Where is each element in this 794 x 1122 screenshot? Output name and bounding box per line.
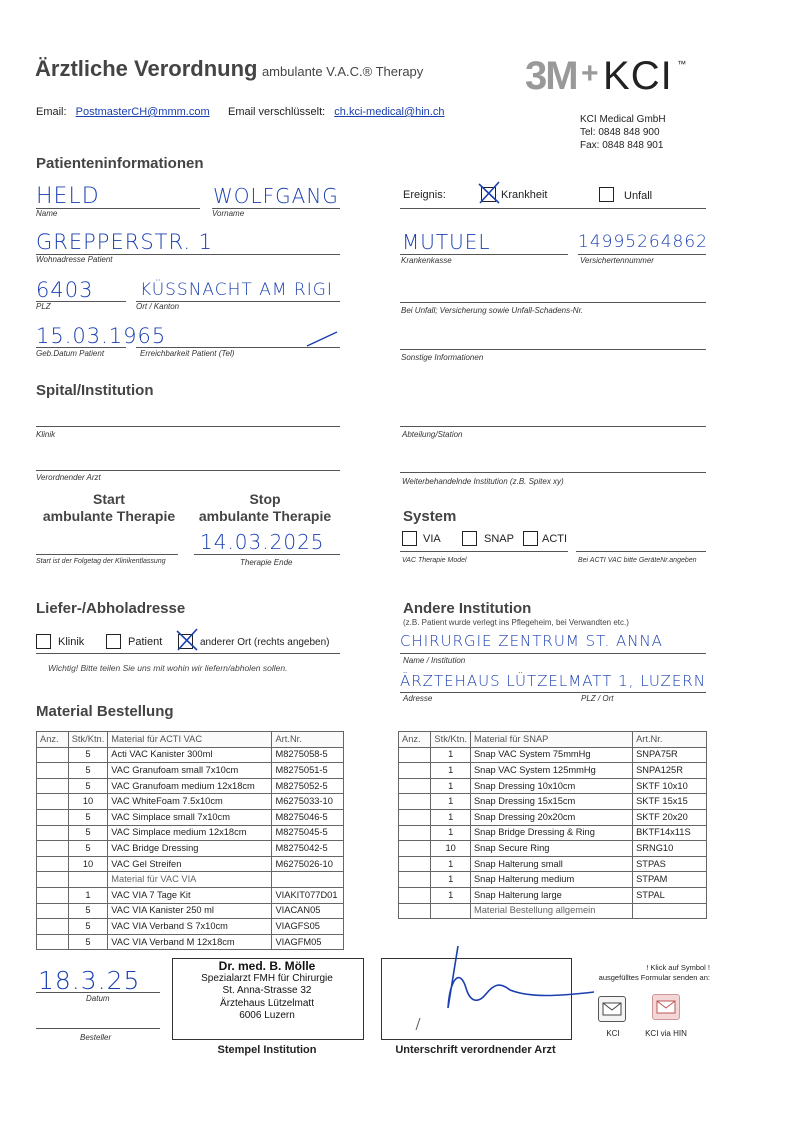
quantity-input-cell[interactable] <box>37 794 69 810</box>
table-row <box>37 763 344 779</box>
table-cell: VAC VIA Verband M 12x18cm <box>108 934 272 950</box>
ereignis-label: Ereignis: <box>403 189 446 201</box>
table-cell: Snap VAC System 75mmHg <box>470 747 632 763</box>
table-cell: M8275051-5 <box>272 763 344 779</box>
adresse-label: Adresse <box>403 694 433 703</box>
patient-section-title: Patienteninformationen <box>36 155 204 172</box>
logo-3m: 3M <box>525 54 577 98</box>
institution-label: Name / Institution <box>403 656 466 665</box>
table-cell: 5 <box>68 903 108 919</box>
table-cell: 10 <box>68 856 108 872</box>
table-cell: 5 <box>68 763 108 779</box>
stempel-label: Stempel Institution <box>217 1044 317 1056</box>
quantity-input-cell[interactable] <box>399 841 431 857</box>
end-label: Therapie Ende <box>240 558 293 567</box>
table-cell: M8275046-5 <box>272 809 344 825</box>
table-row <box>399 872 707 888</box>
table-cell: 10 <box>431 841 471 857</box>
table-row <box>37 794 344 810</box>
table-cell: Snap Halterung medium <box>470 872 632 888</box>
table-row <box>399 809 707 825</box>
unfall-label: Unfall <box>624 190 653 202</box>
table-header-cell: Anz. <box>37 732 69 748</box>
company-tel: Tel: 0848 848 900 <box>580 127 660 138</box>
quantity-input-cell[interactable] <box>37 872 69 888</box>
quantity-input-cell[interactable] <box>399 763 431 779</box>
stamp-line: St. Anna-Strasse 32 <box>222 985 312 996</box>
table-cell: BKTF14x11S <box>633 825 707 841</box>
tel-label: Erreichbarkeit Patient (Tel) <box>140 349 235 358</box>
table-cell: 1 <box>431 747 471 763</box>
table-row <box>399 887 707 903</box>
tel-strike-mark <box>305 330 339 348</box>
table-cell: SKTF 10x10 <box>633 778 707 794</box>
quantity-input-cell[interactable] <box>399 747 431 763</box>
table-cell: Snap VAC System 125mmHg <box>470 763 632 779</box>
table-row <box>399 747 707 763</box>
table-cell: VIAGFS05 <box>272 919 344 935</box>
quantity-input-cell[interactable] <box>399 825 431 841</box>
table-cell: M8275045-5 <box>272 825 344 841</box>
table-row <box>37 809 344 825</box>
liefer-patient-checkbox[interactable] <box>106 634 121 649</box>
brand-logo <box>525 54 686 99</box>
table-cell <box>272 872 344 888</box>
stamp-line: 6006 Luzern <box>239 1010 295 1021</box>
logo-kci: KCI <box>603 54 673 98</box>
table-row <box>37 934 344 950</box>
signature-label: Unterschrift verordnender Arzt <box>395 1044 556 1056</box>
stop-line2: ambulante Therapie <box>198 508 332 524</box>
table-cell: 1 <box>431 872 471 888</box>
table-cell: 1 <box>431 887 471 903</box>
table-row <box>399 778 707 794</box>
table-cell <box>68 872 108 888</box>
stamp-line: Spezialarzt FMH für Chirurgie <box>201 972 333 984</box>
quantity-input-cell[interactable] <box>37 778 69 794</box>
table-cell: 5 <box>68 809 108 825</box>
quantity-input-cell[interactable] <box>399 856 431 872</box>
institution-stamp <box>172 960 362 1023</box>
adresse-value[interactable]: ÄRZTEHAUS LÜTZELMATT 1, LUZERN <box>400 672 706 690</box>
dob-value[interactable]: 15.03.1965 <box>36 324 167 348</box>
table-cell: 1 <box>431 856 471 872</box>
table-cell: 5 <box>68 825 108 841</box>
company-fax: Fax: 0848 848 901 <box>580 140 664 151</box>
start-line2: ambulante Therapie <box>42 508 176 524</box>
table-row <box>399 794 707 810</box>
quantity-input-cell[interactable] <box>37 934 69 950</box>
table-row <box>399 841 707 857</box>
table-cell: 1 <box>431 825 471 841</box>
liefer-anderer-label: anderer Ort (rechts angeben) <box>200 637 330 648</box>
unfall-insurance-label: Bei Unfall; Versicherung sowie Unfall-Schadens-Nr. <box>401 306 584 315</box>
table-cell: 5 <box>68 919 108 935</box>
quantity-input-cell[interactable] <box>37 825 69 841</box>
table-cell: STPAL <box>633 887 707 903</box>
table-row <box>399 856 707 872</box>
table-cell: 1 <box>431 763 471 779</box>
email-enc-link[interactable]: ch.kci-medical@hin.ch <box>334 106 445 118</box>
liefer-patient-label: Patient <box>128 636 163 648</box>
kci-send-label: KCI <box>606 1029 620 1038</box>
table-cell: 1 <box>431 794 471 810</box>
stamp-line: Ärztehaus Lützelmatt <box>220 997 314 1009</box>
patient-name-value[interactable]: HELD <box>36 184 100 209</box>
acti-label: ACTI <box>542 533 568 545</box>
material-section-title: Material Bestellung <box>36 703 174 720</box>
address-label: Wohnadresse Patient <box>36 255 113 264</box>
table-row <box>37 919 344 935</box>
quantity-input-cell[interactable] <box>37 809 69 825</box>
table-cell: 5 <box>68 934 108 950</box>
snap-material-table <box>398 731 707 919</box>
acti-material-table <box>36 731 344 950</box>
send-kci-envelope-icon[interactable] <box>598 996 626 1022</box>
table-cell: VAC Granufoam medium 12x18cm <box>108 778 272 794</box>
krankheit-label: Krankheit <box>501 189 548 201</box>
table-cell <box>431 903 471 919</box>
table-cell: 1 <box>68 887 108 903</box>
table-cell: 10 <box>68 794 108 810</box>
klick-line1: ! Klick auf Symbol ! <box>646 963 710 972</box>
weiter-institution-label: Weiterbehandelnde Institution (z.B. Spitex xy) <box>402 477 564 486</box>
versnr-label: Versichertennummer <box>580 256 654 265</box>
acti-note: Bei ACTI VAC bitte GeräteNr.angeben <box>578 557 697 564</box>
quantity-input-cell[interactable] <box>399 903 431 919</box>
table-cell: VAC VIA Kanister 250 ml <box>108 903 272 919</box>
table-cell: M8275052-5 <box>272 778 344 794</box>
table-row <box>37 903 344 919</box>
send-kci-hin-envelope-icon[interactable] <box>652 994 680 1020</box>
table-cell: Snap Dressing 15x15cm <box>470 794 632 810</box>
start-therapy-heading <box>34 491 184 525</box>
table-cell: STPAM <box>633 872 707 888</box>
table-cell: VIACAN05 <box>272 903 344 919</box>
table-cell: Snap Bridge Dressing & Ring <box>470 825 632 841</box>
email-label: Email: <box>36 106 67 118</box>
acti-checkbox[interactable] <box>523 531 538 546</box>
table-cell: Material Bestellung allgemein <box>470 903 632 919</box>
table-header-cell: Stk/Ktn. <box>68 732 108 748</box>
liefer-klinik-checkbox[interactable] <box>36 634 51 649</box>
company-name: KCI Medical GmbH <box>580 114 666 125</box>
table-cell: VAC VIA 7 Tage Kit <box>108 887 272 903</box>
table-header-cell: Material für SNAP <box>470 732 632 748</box>
snap-checkbox[interactable] <box>462 531 477 546</box>
table-cell: SNPA75R <box>633 747 707 763</box>
table-header-cell: Stk/Ktn. <box>431 732 471 748</box>
title-sub: ambulante V.A.C.® Therapy <box>261 64 424 79</box>
ort-value[interactable]: KÜSSNACHT AM RIGI <box>140 280 333 300</box>
table-cell: VIAGFM05 <box>272 934 344 950</box>
table-cell: VAC Granufoam small 7x10cm <box>108 763 272 779</box>
logo-tm: ™ <box>677 59 687 69</box>
versnr-value[interactable]: 14995264862 <box>578 232 708 252</box>
klinik-label: Klinik <box>36 430 56 439</box>
stamp-line: Dr. med. B. Mölle <box>218 959 316 973</box>
quantity-input-cell[interactable] <box>37 903 69 919</box>
abteilung-label: Abteilung/Station <box>402 430 463 439</box>
table-cell: M6275026-10 <box>272 856 344 872</box>
kasse-label: Krankenkasse <box>401 256 452 265</box>
quantity-input-cell[interactable] <box>37 919 69 935</box>
quantity-input-cell[interactable] <box>399 887 431 903</box>
spital-section-title: Spital/Institution <box>36 382 154 399</box>
doctor-signature <box>400 938 600 1038</box>
address-value[interactable]: GREPPERSTR. 1 <box>36 230 214 254</box>
order-date-value[interactable]: 18.3.25 <box>38 966 141 995</box>
email-enc-row <box>228 106 444 118</box>
form-title <box>35 56 423 82</box>
table-cell: 1 <box>431 809 471 825</box>
dob-label: Geb.Datum Patient <box>36 349 105 358</box>
patient-vorname-value[interactable]: WOLFGANG <box>213 184 339 208</box>
klick-line2: ausgefülltes Formular senden an: <box>598 973 710 982</box>
quantity-input-cell[interactable] <box>37 747 69 763</box>
via-label: VIA <box>423 533 441 545</box>
quantity-input-cell[interactable] <box>37 763 69 779</box>
table-row <box>399 903 707 919</box>
table-header-cell: Art.Nr. <box>633 732 707 748</box>
table-cell: 5 <box>68 778 108 794</box>
kasse-value[interactable]: MUTUEL <box>402 230 491 254</box>
besteller-label: Besteller <box>80 1033 112 1042</box>
table-cell: M8275058-5 <box>272 747 344 763</box>
name-label: Name <box>36 209 58 218</box>
table-cell: VIAKIT077D01 <box>272 887 344 903</box>
quantity-input-cell[interactable] <box>399 872 431 888</box>
start-line1: Start <box>93 491 125 507</box>
quantity-input-cell[interactable] <box>399 794 431 810</box>
table-cell: M8275042-5 <box>272 841 344 857</box>
table-header-cell: Material für ACTI VAC <box>108 732 272 748</box>
quantity-input-cell[interactable] <box>399 809 431 825</box>
ort-label: Ort / Kanton <box>136 302 180 311</box>
vorname-label: Vorname <box>212 209 245 218</box>
table-cell: Material für VAC VIA <box>108 872 272 888</box>
table-row <box>399 825 707 841</box>
table-cell <box>633 903 707 919</box>
table-cell: Snap Secure Ring <box>470 841 632 857</box>
table-cell: M6275033-10 <box>272 794 344 810</box>
table-row <box>37 841 344 857</box>
institution-value[interactable]: CHIRURGIE ZENTRUM ST. ANNA <box>400 632 663 650</box>
table-row <box>399 763 707 779</box>
table-cell: Snap Dressing 10x10cm <box>470 778 632 794</box>
table-cell: 5 <box>68 747 108 763</box>
quantity-input-cell[interactable] <box>399 778 431 794</box>
table-cell: VAC Gel Streifen <box>108 856 272 872</box>
verordnender-arzt-label: Verordnender Arzt <box>36 473 101 482</box>
andere-institution-sub: (z.B. Patient wurde verlegt ins Pflegeheim, bei Verwandten etc.) <box>403 618 629 627</box>
table-cell: Snap Halterung large <box>470 887 632 903</box>
company-info <box>580 113 666 152</box>
table-cell: VAC Simplace small 7x10cm <box>108 809 272 825</box>
table-row <box>37 872 344 888</box>
plz-ort-label: PLZ / Ort <box>581 694 614 703</box>
table-header-cell: Art.Nr. <box>272 732 344 748</box>
liefer-note: Wichtig! Bitte teilen Sie uns mit wohin wir liefern/abholen sollen. <box>48 663 288 673</box>
email-link[interactable]: PostmasterCH@mmm.com <box>75 106 210 118</box>
plz-value[interactable]: 6403 <box>36 278 94 302</box>
unfall-checkbox[interactable] <box>599 187 614 202</box>
email-row <box>36 106 210 118</box>
table-cell: VAC VIA Verband S 7x10cm <box>108 919 272 935</box>
table-cell: SKTF 15x15 <box>633 794 707 810</box>
table-cell: VAC Bridge Dressing <box>108 841 272 857</box>
stop-line1: Stop <box>249 491 281 507</box>
model-label: VAC Therapie Model <box>402 557 467 564</box>
table-cell: 5 <box>68 841 108 857</box>
sonstige-label: Sonstige Informationen <box>401 353 484 362</box>
datum-label: Datum <box>86 994 110 1003</box>
andere-institution-title: Andere Institution <box>403 600 532 617</box>
quantity-input-cell[interactable] <box>37 856 69 872</box>
table-row <box>37 778 344 794</box>
table-cell: VAC Simplace medium 12x18cm <box>108 825 272 841</box>
title-main: Ärztliche Verordnung <box>35 56 258 81</box>
table-cell: Snap Dressing 20x20cm <box>470 809 632 825</box>
via-checkbox[interactable] <box>402 531 417 546</box>
table-cell: SRNG10 <box>633 841 707 857</box>
plz-label: PLZ <box>36 302 51 311</box>
email-enc-label: Email verschlüsselt: <box>228 106 326 118</box>
table-cell: Acti VAC Kanister 300ml <box>108 747 272 763</box>
table-cell: SKTF 20x20 <box>633 809 707 825</box>
start-note: Start ist der Folgetag der Klinikentlassung <box>36 558 166 565</box>
anderer-check-mark <box>174 627 200 653</box>
snap-label: SNAP <box>484 533 514 545</box>
table-cell: Snap Halterung small <box>470 856 632 872</box>
quantity-input-cell[interactable] <box>37 887 69 903</box>
table-cell: SNPA125R <box>633 763 707 779</box>
table-row <box>37 747 344 763</box>
kci-hin-send-label: KCI via HIN <box>645 1029 687 1038</box>
stop-therapy-heading <box>190 491 340 525</box>
table-row <box>37 856 344 872</box>
table-cell: 1 <box>431 778 471 794</box>
quantity-input-cell[interactable] <box>37 841 69 857</box>
table-cell: STPAS <box>633 856 707 872</box>
table-row <box>37 887 344 903</box>
table-cell: VAC WhiteFoam 7.5x10cm <box>108 794 272 810</box>
stop-date-value[interactable]: 14.03.2025 <box>200 530 325 554</box>
krankheit-check-mark <box>476 180 502 206</box>
send-instructions <box>580 963 710 983</box>
liefer-klinik-label: Klinik <box>58 636 85 648</box>
table-header-cell: Anz. <box>399 732 431 748</box>
system-title: System <box>403 508 457 525</box>
liefer-section-title: Liefer-/Abholadresse <box>36 600 186 617</box>
table-row <box>37 825 344 841</box>
logo-plus: + <box>581 57 599 90</box>
